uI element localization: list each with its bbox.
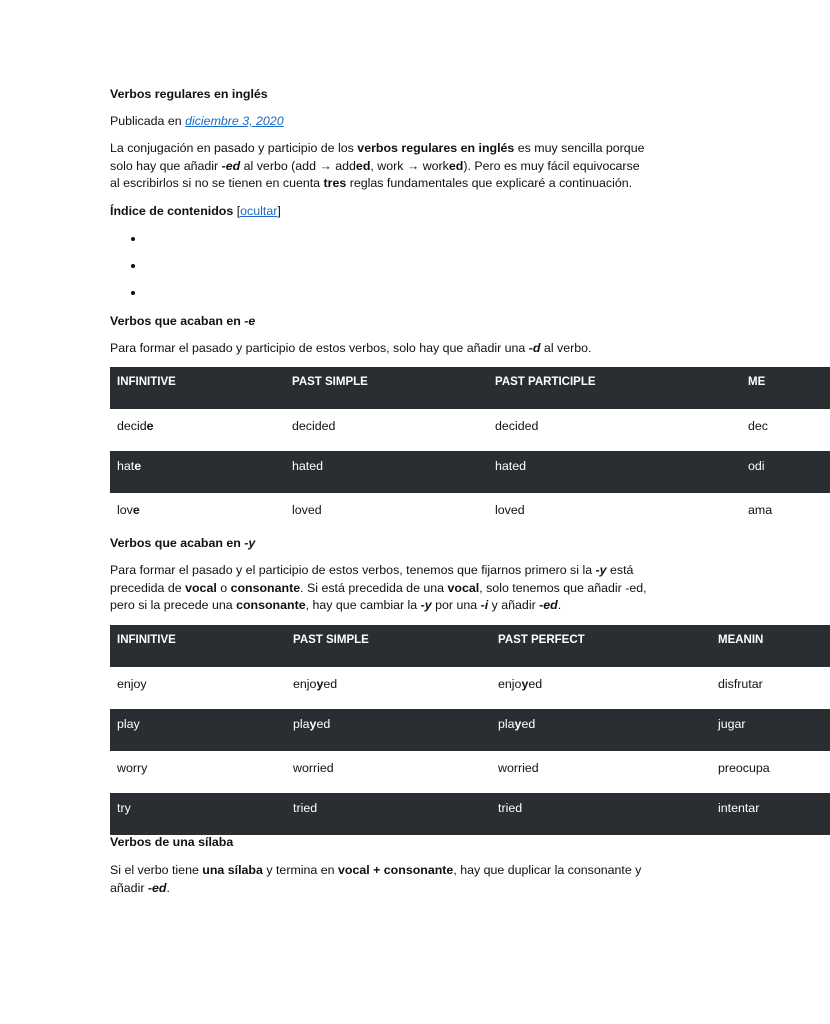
cell-perfect: tried [498, 801, 523, 815]
published-line [110, 113, 670, 131]
cell-infinitive: play [117, 717, 140, 731]
cell-perfect: worried [498, 761, 539, 775]
cell-infinitive: try [117, 801, 131, 815]
cell-infinitive: worry [117, 761, 148, 775]
cell-participle: decided [495, 419, 539, 433]
toc-label: Índice de contenidos [110, 204, 234, 218]
section-y-text: Para formar el pasado y el participio de estos verbos, tenemos que fijarnos primero si la -y está precedida de vocal o consonante. Si está precedida de una vocal, solo tenemos que añadir -ed, pero si la precede una consonante, hay que cambiar la -y por una -i y añadir -ed. [110, 563, 647, 612]
header-past-simple: PAST SIMPLE [292, 376, 368, 388]
header-meaning: ME [748, 376, 766, 388]
cell-past: hated [292, 459, 324, 473]
table-e [110, 367, 830, 535]
cell-past: enjoyed [293, 677, 338, 691]
toc-hide-link[interactable]: ocultar [240, 204, 278, 218]
header-infinitive: INFINITIVE [117, 376, 176, 388]
cell-participle: hated [495, 459, 527, 473]
cell-past: tried [293, 801, 318, 815]
toc-header: Índice de contenidos [ocultar] [110, 204, 281, 218]
header-infinitive: INFINITIVE [117, 634, 176, 646]
table-row [110, 793, 830, 835]
page-title: Verbos regulares en inglés [110, 87, 268, 101]
cell-participle: loved [495, 503, 525, 517]
cell-meaning: ama [748, 503, 773, 517]
cell-past: loved [292, 503, 322, 517]
cell-meaning: dec [748, 419, 768, 433]
section-y-heading: Verbos que acaban en -y [110, 536, 256, 550]
section-e-heading: Verbos que acaban en -e [110, 314, 256, 328]
cell-perfect: played [498, 717, 536, 731]
intro-paragraph: La conjugación en pasado y participio de los verbos regulares en inglés es muy sencilla porque solo hay que añadir -ed al verbo (add → added, work → worked). Pero es muy fácil equivocarse al escribirlos si no se tienen en cuenta tres reglas fundamentales que explicaré a continuación. [110, 141, 645, 190]
cell-infinitive: hate [117, 459, 142, 473]
header-past-perfect: PAST PERFECT [498, 634, 585, 646]
section-syllable-heading: Verbos de una sílaba [110, 835, 234, 849]
toc-bullet [131, 291, 135, 295]
cell-meaning: disfrutar [718, 677, 763, 691]
table-row [110, 409, 830, 451]
cell-past: worried [293, 761, 334, 775]
toc-bullet [131, 237, 135, 241]
cell-past: played [293, 717, 331, 731]
header-meaning: MEANIN [718, 634, 764, 646]
cell-meaning: preocupa [718, 761, 770, 775]
table-row [110, 751, 830, 793]
cell-past: decided [292, 419, 336, 433]
published-date-link[interactable]: diciembre 3, 2020 [185, 114, 284, 128]
cell-infinitive: decide [117, 419, 154, 433]
cell-infinitive: enjoy [117, 677, 147, 691]
section-e-text: Para formar el pasado y participio de estos verbos, solo hay que añadir una -d al verbo. [110, 341, 592, 355]
table-row [110, 709, 830, 751]
table-header-row [110, 367, 830, 409]
table-header-row [110, 625, 830, 667]
cell-infinitive: love [117, 503, 140, 517]
cell-meaning: odi [748, 459, 765, 473]
cell-meaning: jugar [718, 717, 746, 731]
table-y [110, 625, 830, 835]
header-past-simple: PAST SIMPLE [293, 634, 369, 646]
table-row [110, 667, 830, 709]
cell-meaning: intentar [718, 801, 760, 815]
section-syllable-text: Si el verbo tiene una sílaba y termina en vocal + consonante, hay que duplicar la consonante y añadir -ed. [110, 863, 642, 895]
cell-perfect: enjoyed [498, 677, 543, 691]
header-past-participle: PAST PARTICIPLE [495, 376, 596, 388]
table-row [110, 451, 830, 493]
toc-bullet [131, 264, 135, 268]
table-row [110, 493, 830, 535]
published-prefix: Publicada en [110, 114, 186, 128]
